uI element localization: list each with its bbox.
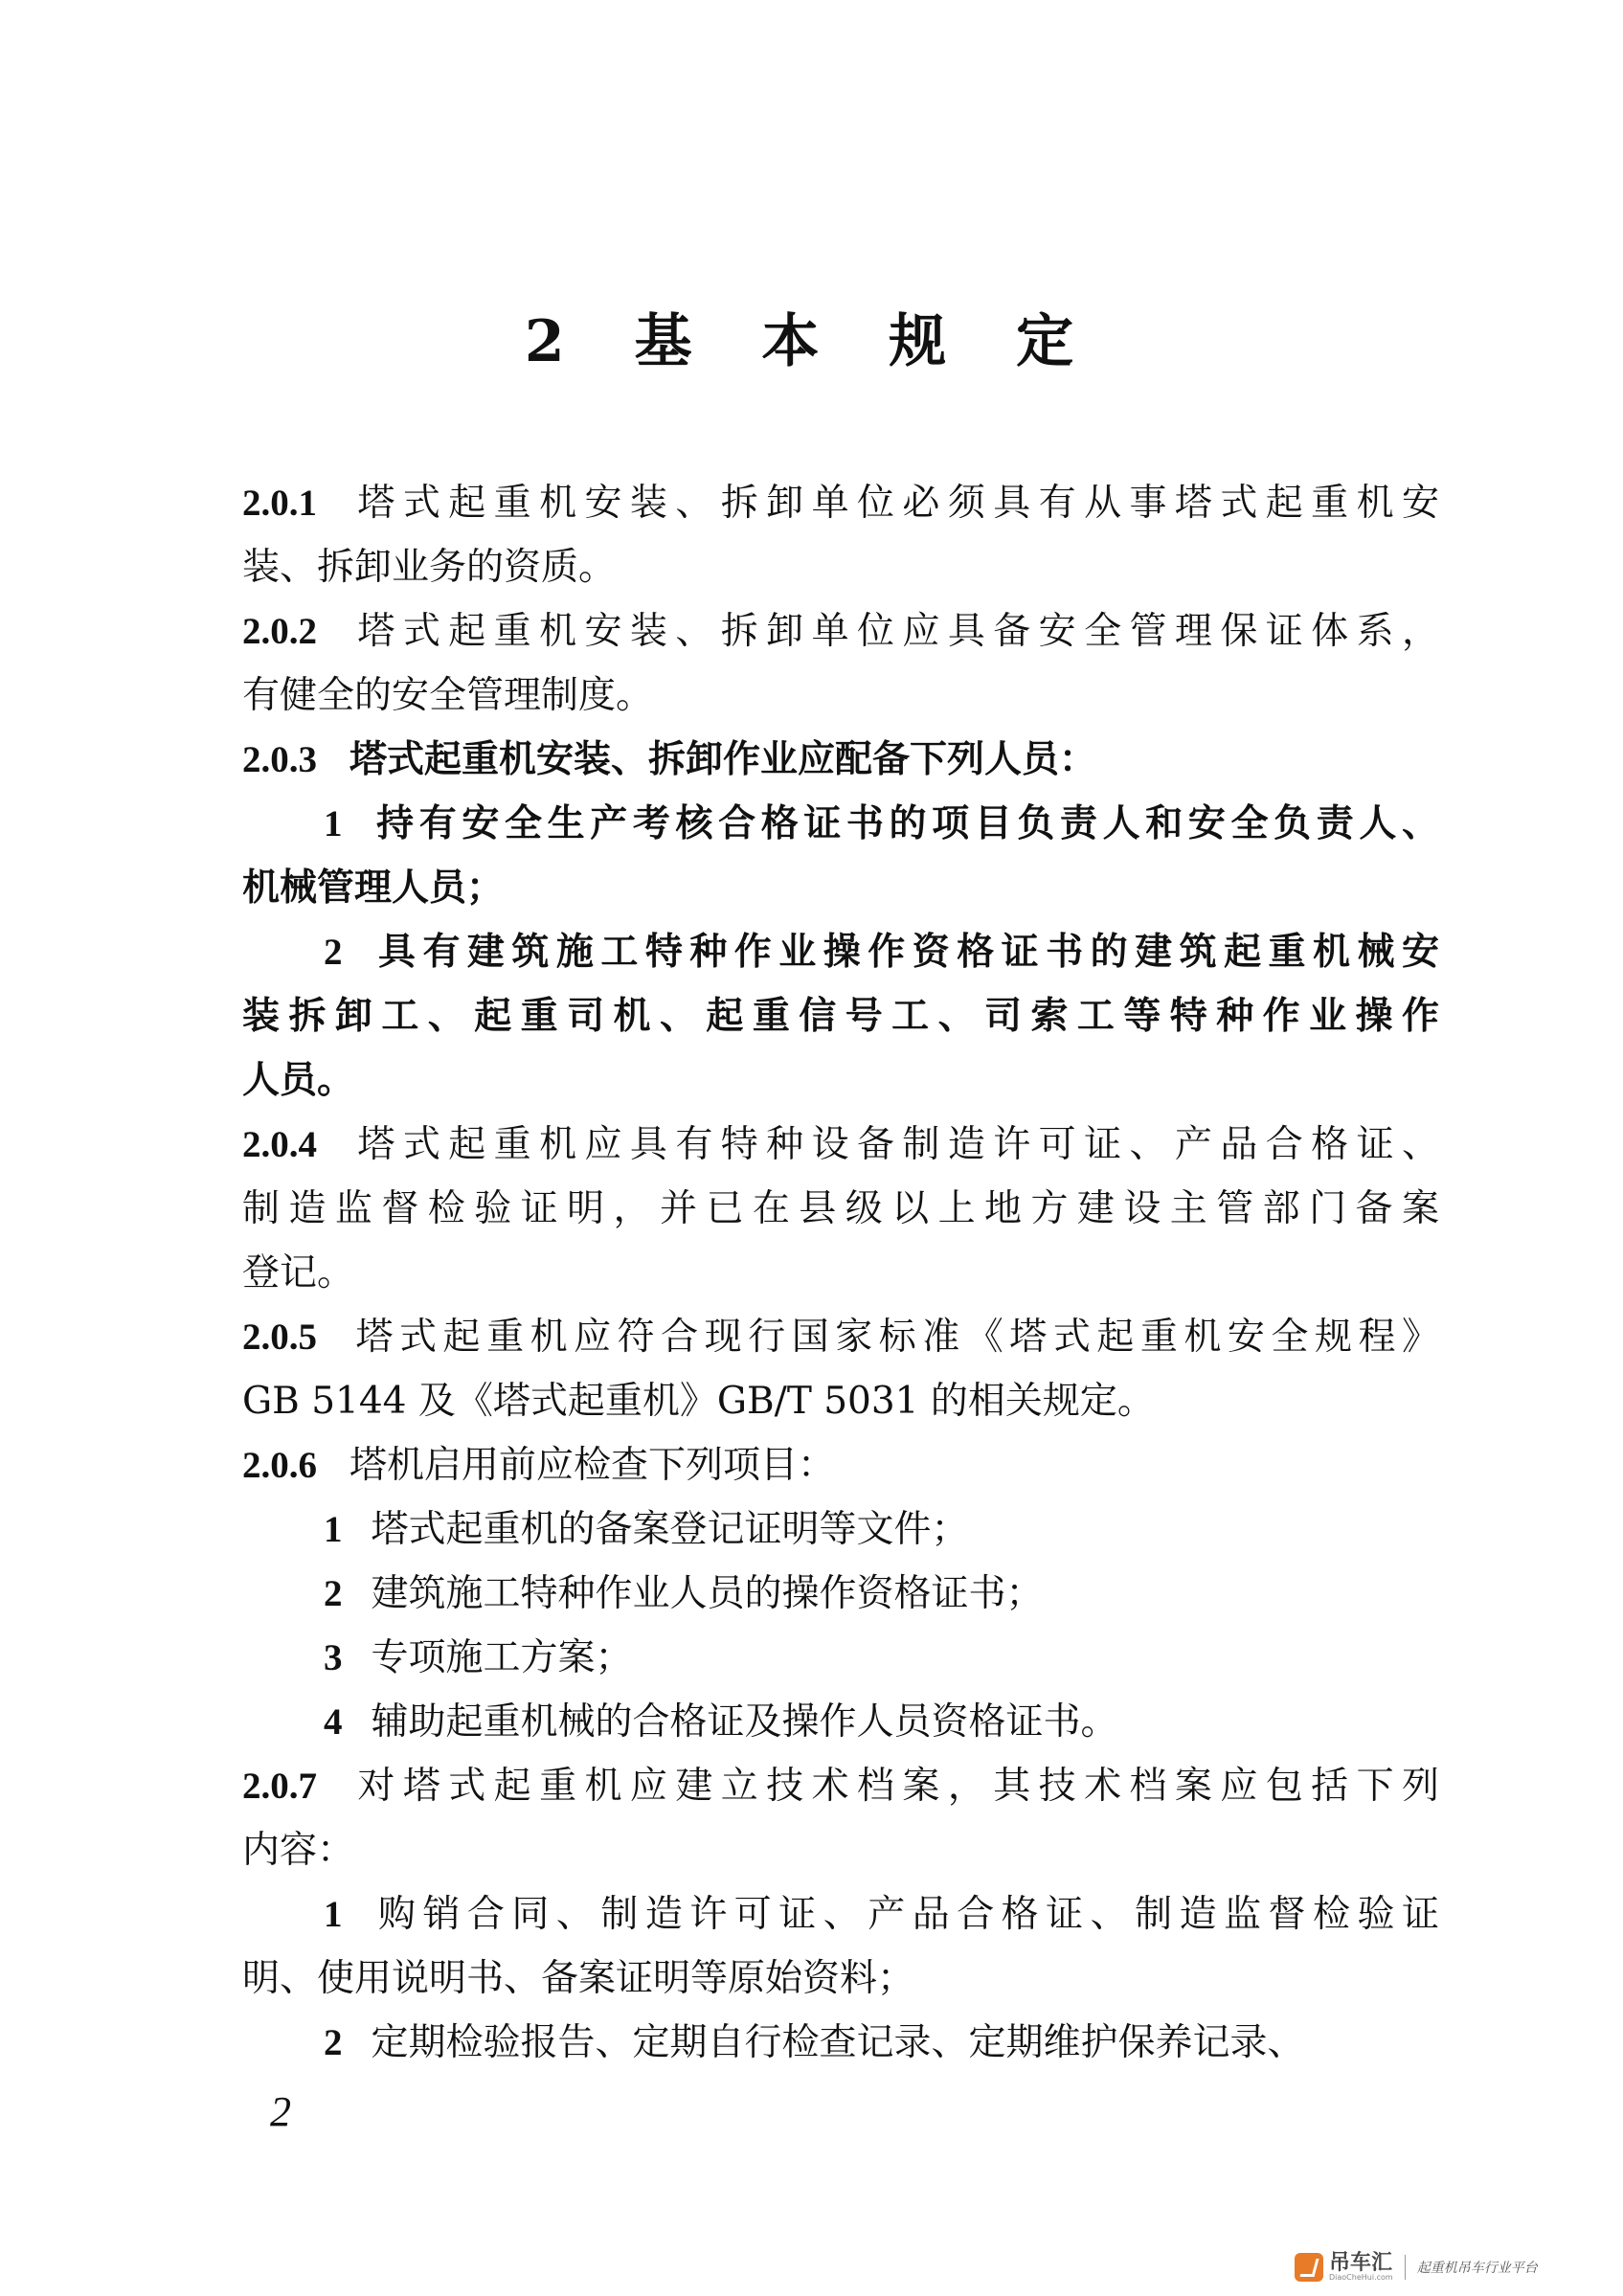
item-text: 辅助起重机械的合格证及操作人员资格证书。 bbox=[371, 1700, 1118, 1744]
clause-2-0-7-item-1-line-2 bbox=[242, 1947, 1439, 2011]
clause-2-0-7-line-1 bbox=[242, 1754, 1439, 1818]
clause-2-0-3-item-2-line-2 bbox=[242, 984, 1439, 1048]
watermark bbox=[1295, 2250, 1538, 2285]
watermark-brand-name: 吊车汇 bbox=[1329, 2251, 1393, 2275]
item-number: 4 bbox=[324, 1701, 343, 1743]
clause-number: 2.0.5 bbox=[242, 1317, 317, 1358]
clause-2-0-1-line-1 bbox=[242, 471, 1439, 535]
clause-2-0-6-line-1 bbox=[242, 1433, 1439, 1497]
clause-text: 有健全的安全管理制度。 bbox=[242, 674, 654, 717]
clause-2-0-3-line-1 bbox=[242, 728, 1439, 792]
clause-2-0-4-line-1 bbox=[242, 1113, 1439, 1177]
clause-text: 制造监督检验证明，并已在县级以上地方建设主管部门备案 bbox=[242, 1187, 1439, 1230]
clause-text: 塔式起重机安装、拆卸单位必须具有从事塔式起重机安 bbox=[349, 482, 1439, 525]
clause-list bbox=[242, 471, 1439, 2075]
clause-2-0-2-line-2 bbox=[242, 664, 1439, 728]
item-number: 1 bbox=[324, 803, 343, 844]
watermark-brand bbox=[1329, 2253, 1393, 2282]
clause-2-0-3-item-2-line-1 bbox=[242, 920, 1439, 984]
clause-text: GB 5144 及《塔式起重机》GB/T 5031 的相关规定。 bbox=[242, 1380, 1155, 1423]
clause-2-0-5-line-1 bbox=[242, 1305, 1439, 1369]
watermark-divider bbox=[1405, 2255, 1406, 2280]
crane-logo-icon bbox=[1295, 2253, 1323, 2282]
clause-text: 塔式起重机应符合现行国家标准《塔式起重机安全规程》 bbox=[349, 1316, 1439, 1359]
item-text: 建筑施工特种作业人员的操作资格证书； bbox=[371, 1572, 1044, 1615]
clause-2-0-6-item-3 bbox=[242, 1626, 1439, 1690]
clause-2-0-3-item-2-line-3 bbox=[242, 1048, 1439, 1113]
item-text: 装拆卸工、起重司机、起重信号工、司索工等特种作业操作 bbox=[242, 994, 1439, 1038]
clause-2-0-6-item-4 bbox=[242, 1690, 1439, 1754]
item-number: 1 bbox=[324, 1894, 343, 1935]
clause-number: 2.0.7 bbox=[242, 1766, 317, 1807]
clause-2-0-3-item-1-line-2 bbox=[242, 856, 1439, 920]
clause-text: 内容： bbox=[242, 1829, 355, 1872]
item-number: 2 bbox=[324, 2022, 343, 2063]
clause-text: 对塔式起重机应建立技术档案，其技术档案应包括下列 bbox=[349, 1765, 1439, 1808]
clause-number: 2.0.3 bbox=[242, 739, 317, 780]
clause-2-0-5-line-2 bbox=[242, 1369, 1439, 1433]
clause-2-0-4-line-2 bbox=[242, 1177, 1439, 1241]
clause-2-0-3-item-1-line-1 bbox=[242, 792, 1439, 856]
clause-text: 塔机启用前应检查下列项目： bbox=[349, 1444, 836, 1487]
clause-number: 2.0.6 bbox=[242, 1445, 317, 1486]
page-number: 2 bbox=[270, 2088, 291, 2135]
item-text: 人员。 bbox=[242, 1058, 355, 1102]
clause-text: 塔式起重机安装、拆卸作业应配备下列人员： bbox=[349, 737, 1097, 781]
clause-2-0-1-line-2 bbox=[242, 535, 1439, 599]
item-text: 塔式起重机的备案登记证明等文件； bbox=[371, 1508, 969, 1551]
item-number: 1 bbox=[324, 1509, 343, 1550]
item-text: 购销合同、制造许可证、产品合格证、制造监督检验证 bbox=[371, 1893, 1439, 1936]
item-text: 明、使用说明书、备案证明等原始资料； bbox=[242, 1957, 915, 2000]
clause-2-0-6-item-2 bbox=[242, 1562, 1439, 1626]
clause-text: 塔式起重机安装、拆卸单位应具备安全管理保证体系， bbox=[349, 610, 1439, 653]
item-number: 2 bbox=[324, 932, 343, 973]
item-text: 具有建筑施工特种作业操作资格证书的建筑起重机械安 bbox=[371, 930, 1439, 974]
clause-2-0-6-item-1 bbox=[242, 1497, 1439, 1562]
item-number: 3 bbox=[324, 1637, 343, 1678]
clause-text: 装、拆卸业务的资质。 bbox=[242, 546, 617, 589]
clause-2-0-4-line-3 bbox=[242, 1241, 1439, 1305]
item-number: 2 bbox=[324, 1573, 343, 1614]
watermark-url: DiaoCheHui.com bbox=[1329, 2273, 1393, 2282]
item-text: 专项施工方案； bbox=[371, 1636, 633, 1679]
item-text: 持有安全生产考核合格证书的项目负责人和安全负责人、 bbox=[371, 801, 1439, 845]
section-title: 2 基 本 规 定 bbox=[524, 308, 1099, 375]
item-text: 机械管理人员； bbox=[242, 866, 505, 910]
clause-number: 2.0.2 bbox=[242, 611, 317, 652]
clause-number: 2.0.1 bbox=[242, 483, 317, 524]
clause-text: 登记。 bbox=[242, 1251, 355, 1294]
watermark-slogan: 起重机吊车行业平台 bbox=[1416, 2261, 1538, 2276]
clause-number: 2.0.4 bbox=[242, 1124, 317, 1165]
clause-2-0-2-line-1 bbox=[242, 599, 1439, 664]
clause-2-0-7-line-2 bbox=[242, 1818, 1439, 1882]
clause-text: 塔式起重机应具有特种设备制造许可证、产品合格证、 bbox=[349, 1123, 1439, 1166]
clause-2-0-7-item-1-line-1 bbox=[242, 1882, 1439, 1947]
clause-2-0-7-item-2-line-1 bbox=[242, 2011, 1439, 2075]
item-text: 定期检验报告、定期自行检查记录、定期维护保养记录、 bbox=[371, 2021, 1305, 2064]
